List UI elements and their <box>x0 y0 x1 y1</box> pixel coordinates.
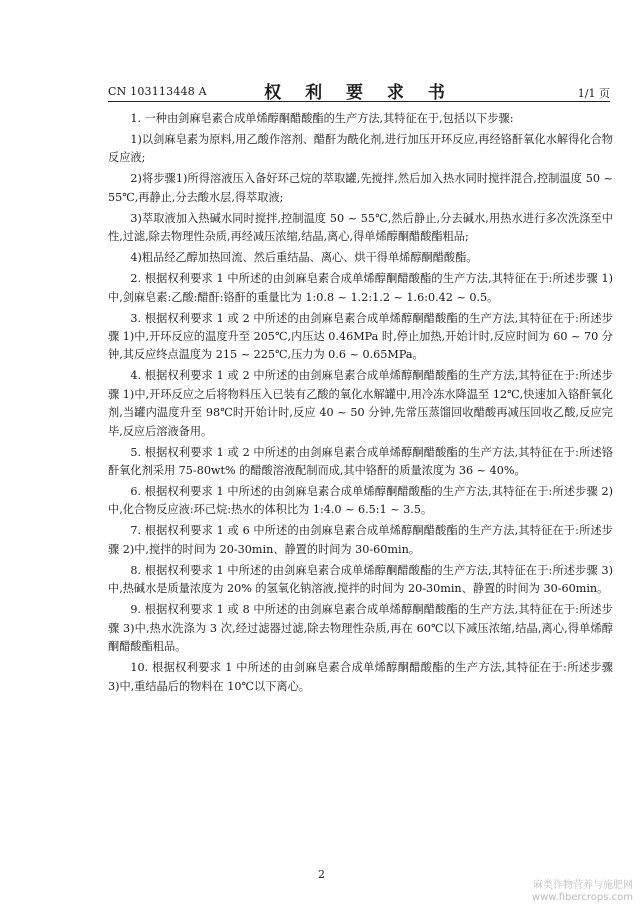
claim-1-step-3: 3)萃取液加入热碱水同时搅拌,控制温度 50 ~ 55℃,然后静止,分去碱水,用热水进行多次洗涤至中性,过滤,除去物理性杂质,再经减压浓缩,结晶,离心,得单烯醇酮醋酸酯粗品; <box>108 211 613 244</box>
page-title: 权 利 要 求 书 <box>264 83 454 103</box>
claim-1-step-2: 2)将步骤1)所得溶液压入备好环己烷的萃取罐,先搅拌,然后加入热水同时搅拌混合,控制温度 50 ~ 55℃,再静止,分去酸水层,得萃取液; <box>108 172 613 204</box>
claim-10: 10. 根据权利要求 1 中所述的由剑麻皂素合成单烯醇酮醋酸酯的生产方法,其特征在于:所述步骤 3)中,重结晶后的物料在 10℃以下离心。 <box>108 661 613 693</box>
claim-3: 3. 根据权利要求 1 或 2 中所述的由剑麻皂素合成单烯醇酮醋酸酯的生产方法,其特征在于:所述步骤 1)中,开环反应的温度升至 205℃,内压达 0.46MPa 时,停止加热,开始计时,反应时间为 60 ~ 70 分钟,其反应终点温度为 215 ~ 225℃,压力为 0.6 ~ 0.65MPa。 <box>108 311 613 362</box>
claim-4: 4. 根据权利要求 1 或 2 中所述的由剑麻皂素合成单烯醇酮醋酸酯的生产方法,其特征在于:所述步骤 1)中,开环反应之后将物料压入已装有乙酸的氧化水解罐中,用冷冻水降温至 12℃,快速加入铬酐氧化剂,当罐内温度升至 98℃时开始计时,反应 40 ~ 50 分钟,先常压蒸馏回收醋酸再减压回收乙酸,反应完毕,反应后溶液备用。 <box>108 369 613 438</box>
document-header <box>108 78 610 103</box>
claim-1-intro: 1. 一种由剑麻皂素合成单烯醇酮醋酸酯的生产方法,其特征在于,包括以下步骤: <box>130 112 514 125</box>
watermark-site-name: 麻类作物营养与施肥网 <box>533 880 633 891</box>
site-watermark <box>532 880 633 904</box>
claim-1-step-1: 1)以剑麻皂素为原料,用乙酸作溶剂、醋酐为酰化剂,进行加压开环反应,再经铬酐氧化水解得化合物反应液; <box>108 133 613 165</box>
claim-2: 2. 根据权利要求 1 中所述的由剑麻皂素合成单烯醇酮醋酸酯的生产方法,其特征在于:所述步骤 1)中,剑麻皂素:乙酸:醋酐:铬酐的重量比为 1:0.8 ~ 1.2:1.2 ~ 1.6:0.42 ~ 0.5。 <box>108 272 613 304</box>
page-count: 1/1 页 <box>577 87 610 100</box>
header-divider <box>108 101 610 102</box>
claims-body <box>108 110 613 699</box>
claim-9: 9. 根据权利要求 1 或 8 中所述的由剑麻皂素合成单烯醇酮醋酸酯的生产方法,其特征在于:所述步骤 3)中,热水洗涤为 3 次,经过滤器过滤,除去物理性杂质,再在 60℃以下减压浓缩,结晶,离心,得单烯醇酮醋酸酯粗品。 <box>108 603 613 654</box>
claim-5: 5. 根据权利要求 1 或 2 中所述的由剑麻皂素合成单烯醇酮醋酸酯的生产方法,其特征在于:所述铬酐氧化剂采用 75-80wt% 的醋酸溶液配制而成,其中铬酐的质量浓度为 36 ~ 40%。 <box>108 445 613 478</box>
claim-7: 7. 根据权利要求 1 或 6 中所述的由剑麻皂素合成单烯醇酮醋酸酯的生产方法,其特征在于:所述步骤 2)中,搅拌的时间为 20-30min、静置的时间为 30-60min。 <box>108 524 613 556</box>
watermark-url: www.fibercrops.com <box>531 892 633 903</box>
claim-1-step-4: 4)粗品经乙醇加热回流、然后重结晶、离心、烘干得单烯醇酮醋酸酯。 <box>130 251 478 265</box>
claim-8: 8. 根据权利要求 1 中所述的由剑麻皂素合成单烯醇酮醋酸酯的生产方法,其特征在于:所述步骤 3)中,热碱水是质量浓度为 20% 的氢氧化钠溶液,搅拌的时间为 20-30min、静置的时间为 30-60min。 <box>108 563 613 596</box>
claim-6: 6. 根据权利要求 1 中所述的由剑麻皂素合成单烯醇酮醋酸酯的生产方法,其特征在于:所述步骤 2)中,化合物反应液:环己烷:热水的体积比为 1:4.0 ~ 6.5:1 ~ 3.5。 <box>108 485 613 517</box>
page-number: 2 <box>318 868 325 881</box>
patent-number: CN 103113448 A <box>108 85 207 98</box>
